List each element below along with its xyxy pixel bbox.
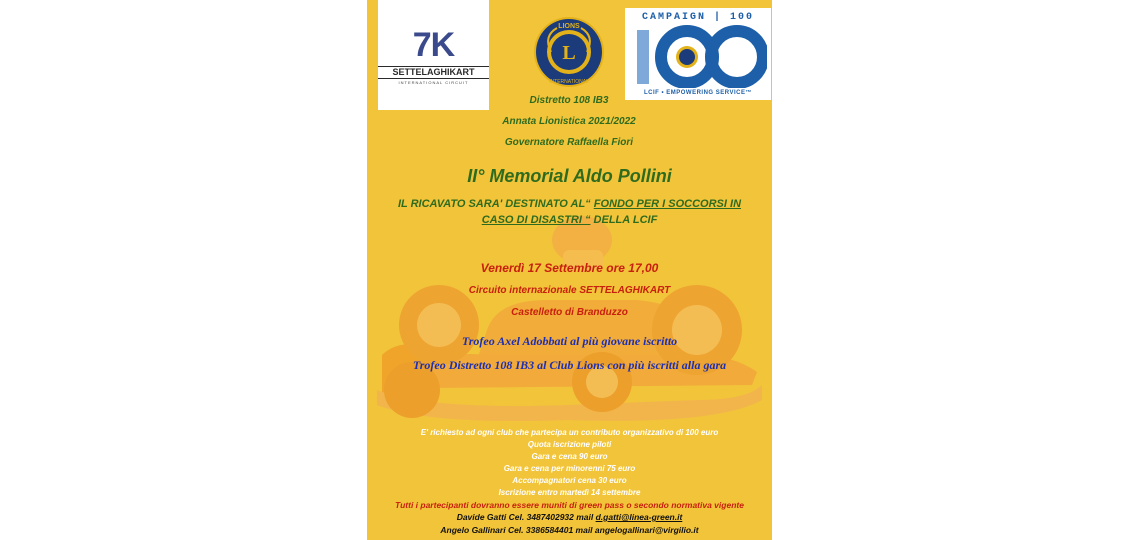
event-venue: Circuito internazionale SETTELAGHIKART xyxy=(468,285,671,296)
campaign-100-graphic xyxy=(629,24,767,88)
proceeds-line-1-text: IL RICAVATO SARA' DESTINATO AL“ xyxy=(397,198,594,210)
event-poster xyxy=(367,0,772,540)
page-title: II° Memorial Aldo Pollini xyxy=(467,166,672,186)
fee-companions: Accompagnatori cena 30 euro xyxy=(512,476,627,485)
campaign-number: 100 xyxy=(730,12,755,23)
governor-text: Governatore Raffaella Fiori xyxy=(504,137,634,148)
settelaghikart-name: SETTELAGHIKART xyxy=(378,66,489,79)
trophy-2: Trofeo Distretto 108 IB3 al Club Lions con più iscritti alla gara xyxy=(412,358,727,372)
contact-2: Angelo Gallinari Cel. 3386584401 mail angelogallinari@virgilio.it xyxy=(440,525,699,535)
registration-deadline: Iscrizione entro martedì 14 settembre xyxy=(498,488,641,497)
proceeds-line-1 xyxy=(367,198,772,210)
campaign-100-logo xyxy=(625,8,771,100)
settelaghikart-mark: 7K xyxy=(412,26,455,64)
campaign-header: CAMPAIGN | 100 xyxy=(641,12,755,23)
proceeds-line-2-text: DELLA LCIF xyxy=(590,214,658,226)
green-pass-notice: Tutti i partecipanti dovranno essere muniti di green pass o secondo normativa vigente xyxy=(395,500,744,510)
lionistic-year-text: Annata Lionistica 2021/2022 xyxy=(502,116,636,127)
lions-international-emblem xyxy=(533,16,605,88)
event-place: Castelletto di Branduzzo xyxy=(511,307,628,318)
fund-name-link-2: CASO DI DISASTRI “ xyxy=(481,214,591,226)
contact-1 xyxy=(367,512,772,522)
contact-1-text: Davide Gatti Cel. 3487402932 mail xyxy=(456,512,596,522)
lions-letter: L xyxy=(562,42,576,64)
trophy-1: Trofeo Axel Adobbati al più giovane iscritto xyxy=(461,334,678,348)
fee-contribution: E' richiesto ad ogni club che partecipa un contributo organizzativo di 100 euro xyxy=(420,428,719,437)
lions-top-text: LIONS xyxy=(558,23,580,30)
lions-bottom-text: INTERNATIONAL xyxy=(549,79,589,85)
district-text: Distretto 108 IB3 xyxy=(529,95,609,106)
campaign-tagline: LCIF • EMPOWERING SERVICE™ xyxy=(644,90,752,96)
settelaghikart-logo xyxy=(378,0,489,110)
campaign-label: CAMPAIGN xyxy=(641,12,706,23)
event-date: Venerdì 17 Settembre ore 17,00 xyxy=(480,261,659,275)
settelaghikart-subtitle: INTERNATIONAL CIRCUIT xyxy=(398,80,469,85)
proceeds-line-2 xyxy=(367,214,772,226)
contact-1-email-link[interactable]: d.gatti@linea-green.it xyxy=(595,512,683,522)
fee-minors: Gara e cena per minorenni 75 euro xyxy=(503,464,636,473)
fee-race-dinner: Gara e cena 90 euro xyxy=(531,452,608,461)
fee-quota-heading: Quota iscrizione piloti xyxy=(527,440,612,449)
fund-name-link-1: FONDO PER I SOCCORSI IN xyxy=(593,198,742,210)
